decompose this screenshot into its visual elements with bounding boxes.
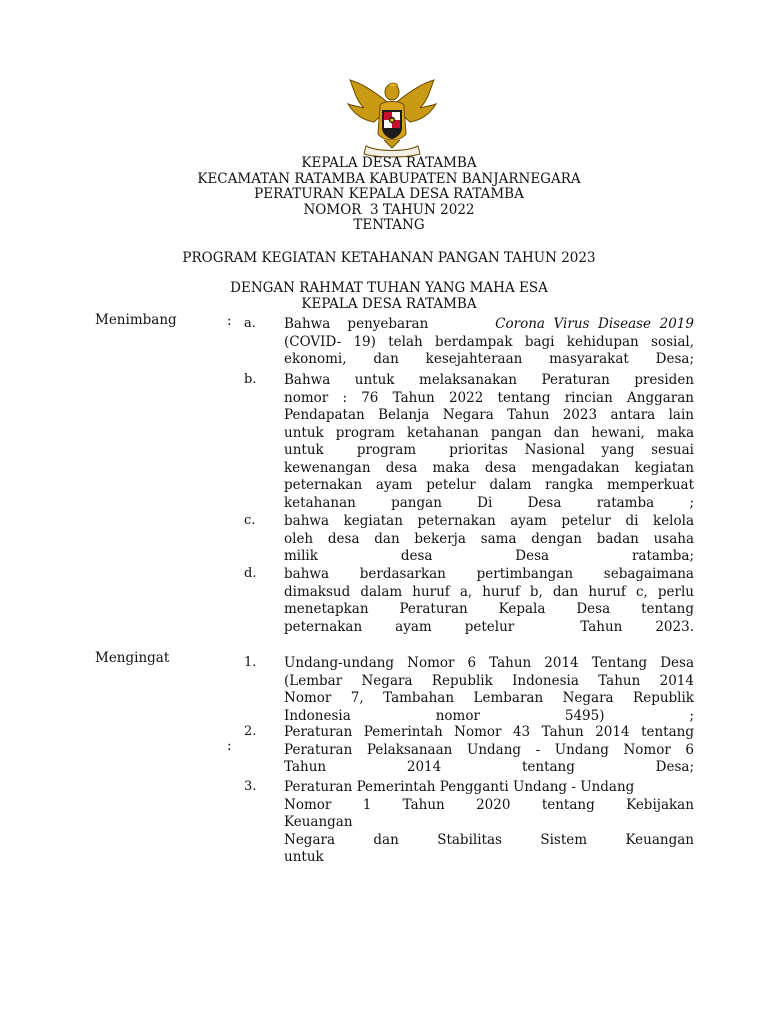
item-line: Tahun 2014 tentang Desa; (284, 759, 694, 775)
rahmat-line-2: KEPALA DESA RATAMBA (301, 296, 477, 312)
item-line: menetapkan Peraturan Kepala Desa tentang (284, 601, 694, 617)
word: Stabilitas (437, 831, 502, 848)
item-body (284, 724, 694, 777)
word: Sistem (540, 831, 588, 848)
item-body (284, 513, 694, 566)
document-header (0, 156, 768, 234)
word: Kebijakan (626, 796, 694, 813)
item-mark: c. (244, 513, 256, 528)
word: tentang (541, 796, 595, 813)
item-mark: 1. (244, 655, 257, 670)
item-line: Pendapatan Belanja Negara Tahun 2023 antara lain (284, 407, 694, 423)
header-line-4: NOMOR 3 TAHUN 2022 (303, 201, 475, 218)
word: Nomor (284, 796, 332, 813)
item-mark: d. (244, 566, 257, 581)
item-text: Bahwa penyebaran (284, 316, 429, 332)
item-body (284, 372, 694, 512)
rahmat-heading (0, 280, 768, 312)
item-line: Peraturan Pemerintah Nomor 43 Tahun 2014 tentang (284, 724, 694, 740)
item-line: untuk program ketahanan pangan dan hewani, maka (284, 424, 694, 441)
item-line (284, 316, 694, 334)
header-line-5: TENTANG (353, 217, 425, 233)
item-line: ketahanan pangan Di Desa ratamba ; (284, 494, 694, 511)
header-line-1: KEPALA DESA RATAMBA (301, 155, 477, 171)
item-line: untuk (284, 849, 324, 865)
word: Keuangan (625, 831, 694, 848)
item-mark: 2. (244, 724, 257, 739)
item-line: bahwa kegiatan peternakan ayam petelur di kelola (284, 513, 694, 529)
item-line: nomor : 76 Tahun 2022 tentang rincian Anggaran (284, 389, 694, 406)
item-line: (Lembar Negara Republik Indonesia Tahun 2014 (284, 672, 694, 689)
item-italic-text: Corona Virus Disease 2019 (495, 316, 694, 332)
item-line: ekonomi, dan kesejahteraan masyarakat Desa; (284, 351, 694, 367)
item-line: peternakan ayam petelur dalam rangka memperkuat (284, 477, 694, 493)
header-line-2: KECAMATAN RATAMBA KABUPATEN BANJARNEGARA (197, 170, 581, 187)
mengingat-label: Mengingat (95, 650, 170, 666)
item-line: kewenangan desa maka desa mengadakan kegiatan (284, 459, 694, 476)
item-line: peternakan ayam petelur Tahun 2023. (284, 618, 694, 635)
item-line: Undang-undang Nomor 6 Tahun 2014 Tentang Desa (284, 655, 694, 671)
item-mark: 3. (244, 779, 257, 794)
item-line: oleh desa dan bekerja sama dengan badan usaha (284, 530, 694, 547)
item-line-spaced (284, 832, 694, 850)
item-line: (COVID- 19) telah berdampak bagi kehidupan sosial, (284, 333, 694, 350)
item-line: Peraturan Pemerintah Pengganti Undang - Undang (284, 779, 635, 795)
word: Negara (284, 831, 335, 848)
item-mark: a. (244, 316, 256, 331)
word: 2020 (476, 796, 511, 813)
item-line: Bahwa untuk melaksanakan Peraturan presiden (284, 372, 694, 388)
item-body (284, 566, 694, 636)
item-line: untuk program prioritas Nasional yang sesuai (284, 442, 694, 458)
word: Tahun (402, 796, 445, 813)
garuda-emblem-icon (344, 76, 440, 158)
header-line-3: PERATURAN KEPALA DESA RATAMBA (254, 186, 524, 202)
mengingat-colon: : (227, 738, 232, 754)
item-body (284, 316, 694, 369)
item-line: bahwa berdasarkan pertimbangan sebagaimana (284, 566, 694, 582)
menimbang-label: Menimbang (95, 312, 177, 328)
item-line: Indonesia nomor 5495) ; (284, 707, 694, 724)
item-line: dimaksud dalam huruf a, huruf b, dan huruf c, perlu (284, 583, 694, 600)
rahmat-line-1: DENGAN RAHMAT TUHAN YANG MAHA ESA (230, 280, 548, 296)
item-line: Nomor 7, Tambahan Lembaran Negara Republik (284, 690, 694, 706)
item-line: milik desa Desa ratamba; (284, 548, 694, 564)
item-line-spaced (284, 797, 694, 815)
word: dan (373, 831, 399, 848)
item-line: Keuangan (284, 814, 353, 830)
word: 1 (362, 796, 372, 813)
item-body (284, 655, 694, 725)
program-title: PROGRAM KEGIATAN KETAHANAN PANGAN TAHUN 2023 (182, 250, 596, 266)
item-mark: b. (244, 372, 257, 387)
menimbang-colon: : (227, 313, 232, 329)
item-line: Peraturan Pelaksanaan Undang - Undang Nomor 6 (284, 741, 694, 758)
item-body (284, 779, 694, 867)
